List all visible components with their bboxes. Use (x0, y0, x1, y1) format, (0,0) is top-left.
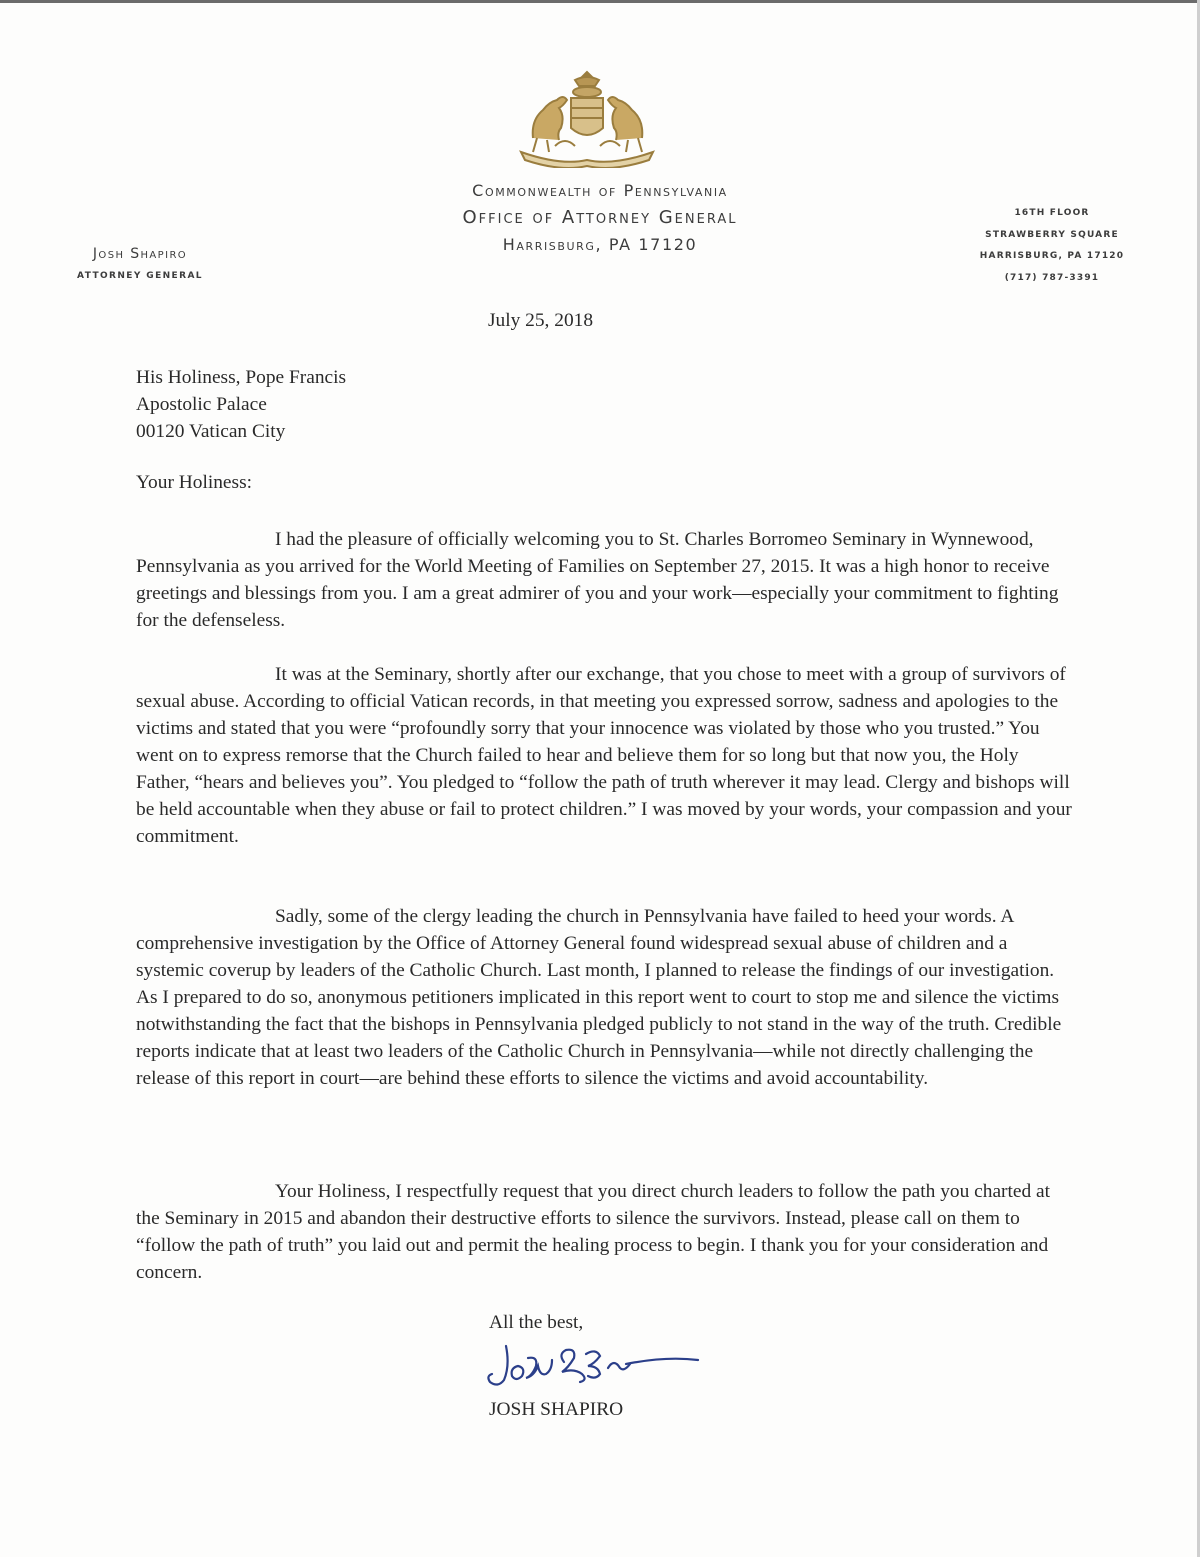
pennsylvania-coat-of-arms-icon (515, 68, 660, 168)
letterhead-floor: 16TH FLOOR (1014, 208, 1090, 218)
paragraph-3: Sadly, some of the clergy leading the church in Pennsylvania have failed to heed your words. A comprehensive investigation by the Office of Attorney General found widespread sexual abuse of children and a systemic coverup by leaders of the Catholic Church. Last month, I planned to release the findings of our investigation. As I prepared to do so, anonymous petitioners implicated in this report went to court to stop me and silence the victims notwithstanding the fact that the bishops in Pennsylvania pledged publicly to not stand in the way of the truth. Credible reports indicate that at least two leaders of the Catholic Church in Pennsylvania—while not directly challenging the release of this report in court—are behind these efforts to silence the victims and avoid accountability. (136, 906, 1062, 1089)
letterhead-ag-title: ATTORNEY GENERAL (77, 271, 203, 281)
paragraph-2: It was at the Seminary, shortly after our exchange, that you chose to meet with a group of survivors of sexual abuse. According to official Vatican records, in that meeting you expressed sorrow, sadness and apologies to the victims and stated that you were “profoundly sorry that your innocence was violated by those who you trusted.” You went on to express remorse that the Church failed to hear and believe them for so long but that now you, the Holy Father, “hears and believes you”. You pledged to “follow the path of truth wherever it may lead. Clergy and bishops will be held accountable when they abuse or fail to protect children.” I was moved by your words, your compassion and your commitment. (136, 664, 1072, 847)
recipient-line-3: 00120 Vatican City (136, 421, 286, 442)
recipient-address (136, 364, 346, 445)
letterhead-phone: (717) 787-3391 (1004, 272, 1100, 283)
letterhead-right (972, 203, 1132, 289)
recipient-line-1: His Holiness, Pope Francis (136, 367, 347, 388)
letterhead-building: STRAWBERRY SQUARE (985, 229, 1119, 240)
letterhead-center (390, 178, 810, 258)
paragraph-1: I had the pleasure of officially welcoming you to St. Charles Borromeo Seminary in Wynnewood, Pennsylvania as you arrived for the World Meeting of Families on September 27, 2015. It was a high honor to receive greetings and blessings from you. I am a great admirer of you and your work—especially your commitment to fighting for the defenseless. (136, 529, 1059, 631)
letter-date: July 25, 2018 (488, 310, 594, 331)
letterhead-commonwealth: Commonwealth of Pennsylvania (472, 181, 728, 200)
letterhead-ag-name: Josh Shapiro (92, 246, 188, 262)
letterhead-address-city: HARRISBURG, PA 17120 (979, 251, 1125, 261)
paragraph-4: Your Holiness, I respectfully request that you direct church leaders to follow the path you charted at the Seminary in 2015 and abandon their destructive efforts to silence the survivors. Instead, please call on them to “follow the path of truth” you laid out and permit the healing process to begin. I thank you for your consideration and concern. (136, 1181, 1051, 1283)
handwritten-signature-icon (478, 1340, 708, 1392)
letterhead-city: Harrisburg, PA 17120 (502, 235, 698, 254)
letterhead-office: Office of Attorney General (462, 207, 738, 228)
scan-edge-top (0, 0, 1200, 3)
recipient-line-2: Apostolic Palace (136, 394, 267, 415)
signature-name: JOSH SHAPIRO (489, 1399, 624, 1420)
closing: All the best, (489, 1312, 584, 1333)
letterhead-left (60, 244, 220, 288)
salutation: Your Holiness: (136, 472, 253, 493)
